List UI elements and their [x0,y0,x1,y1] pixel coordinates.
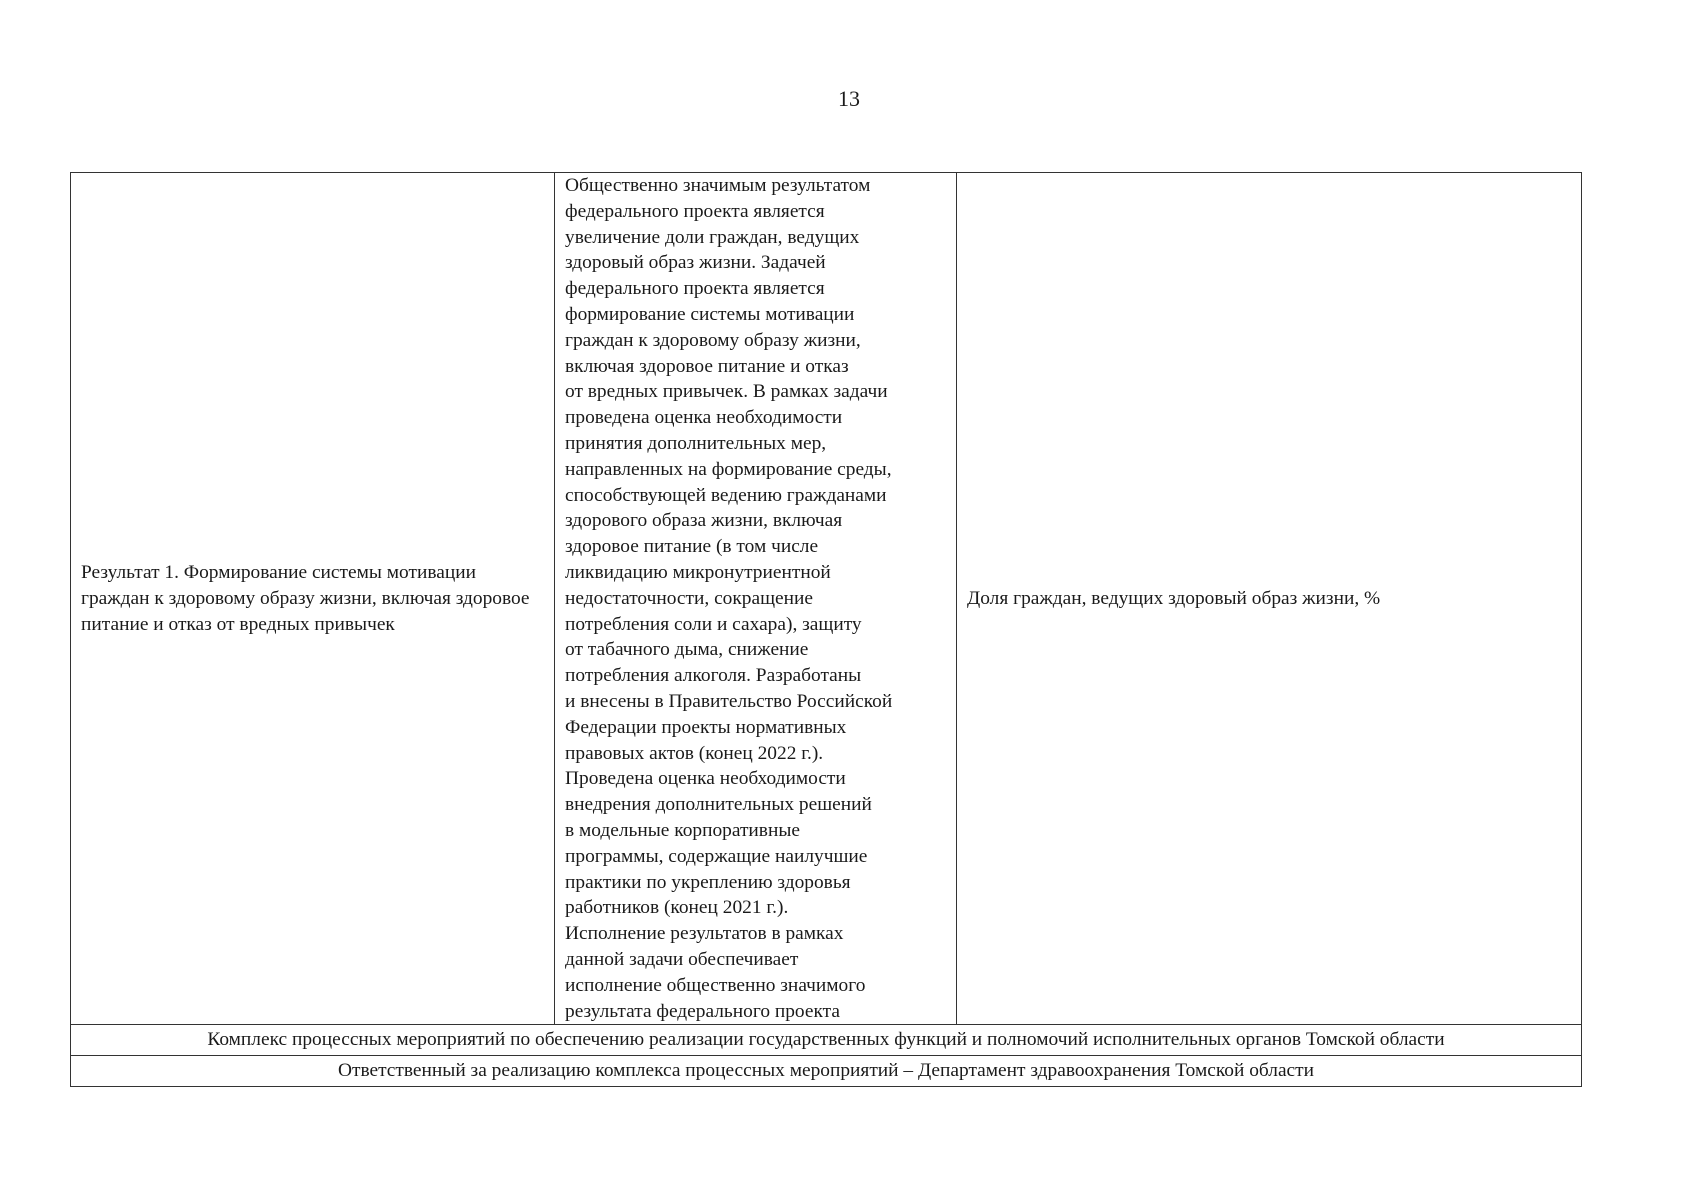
result-cell: Результат 1. Формирование системы мотивации граждан к здоровому образу жизни, включая здоровое питание и отказ от вредных привычек [71,173,555,1025]
table-row [71,1056,1582,1087]
description-cell [555,173,957,1025]
document-table [70,172,1582,1087]
complex-row-cell: Комплекс процессных мероприятий по обеспечению реализации государственных функций и полномочий исполнительных органов Томской области [71,1025,1582,1056]
page-number: 13 [838,86,860,111]
table-row [71,1025,1582,1056]
indicator-cell: Доля граждан, ведущих здоровый образ жизни, % [957,173,1582,1025]
table-row [71,173,1582,1025]
description-text: Общественно значимым результатом федерального проекта является увеличение доли граждан, ведущих здоровый образ жизни. Задачей федерального проекта является формирование системы мотивации граждан к здоровому образу жизни, включая здоровое питание и отказ от вредных привычек. В рамках задачи проведена оценка необходимости принятия дополнительных мер, направленных на формирование среды, способствующей ведению гражданами здорового образа жизни, включая здоровое питание (в том числе ликвидацию микронутриентной недостаточности, сокращение потребления соли и сахара), защиту от табачного дыма, снижение потребления алкоголя. Разработаны и внесены в Правительство Российской Федерации проекты нормативных правовых актов (конец 2022 г.). Проведена оценка необходимости внедрения дополнительных решений в модельные корпоративные программы, содержащие наилучшие практики по укреплению здоровья работников (конец 2021 г.). Исполнение результатов в рамках данной задачи обеспечивает исполнение общественно значимого результата федерального проекта [565,175,893,1022]
responsible-row-cell: Ответственный за реализацию комплекса процессных мероприятий – Департамент здравоохранения Томской области [71,1056,1582,1087]
